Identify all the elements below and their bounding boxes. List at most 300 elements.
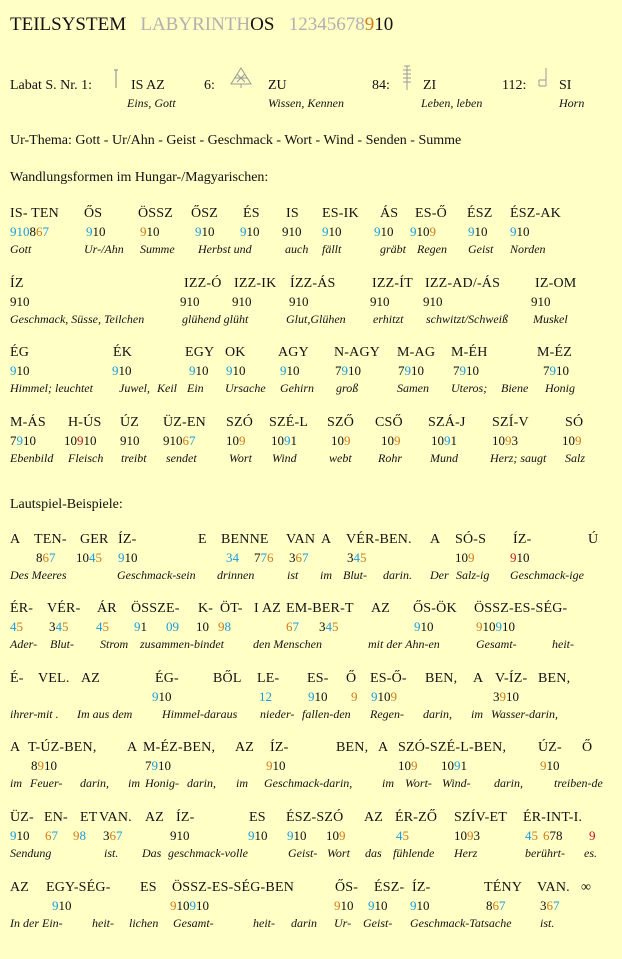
digit: 10 <box>201 224 215 239</box>
number-code <box>189 363 209 379</box>
german-gloss: im <box>10 776 22 790</box>
hungarian-word: ES-IK <box>322 206 359 221</box>
hungarian-word: Ő <box>582 740 593 755</box>
lautspiel-3-gloss-row <box>0 707 622 725</box>
digit: 9 <box>218 619 225 634</box>
digit: 9 <box>339 828 346 843</box>
number-code <box>351 689 358 705</box>
digit: 7 <box>116 828 123 843</box>
digit: 9 <box>120 433 127 448</box>
german-gloss: berührt- <box>525 846 565 860</box>
digit: 10 <box>16 828 30 843</box>
hungarian-word: ÉK <box>113 345 133 360</box>
digit: 0 <box>166 619 173 634</box>
hungarian-word: OK <box>225 345 246 360</box>
hungarian-word: SZŐ <box>327 415 355 430</box>
hungarian-word: IZ-OM <box>535 276 577 291</box>
number-code <box>319 619 339 635</box>
digit: 5 <box>16 619 23 634</box>
digit: 5 <box>102 619 109 634</box>
digit: 10 <box>286 363 300 378</box>
hungarian-word: ÚZ- <box>538 740 562 755</box>
number-code <box>118 550 138 566</box>
digit: 10 <box>376 294 390 309</box>
digit: 3 <box>347 550 354 565</box>
hungarian-word: Ú <box>588 532 599 547</box>
digit: 9 <box>189 898 196 913</box>
german-gloss: groß <box>336 381 359 395</box>
digit: 1 <box>290 433 297 448</box>
number-code <box>163 433 196 449</box>
german-gloss: glühend glüht <box>182 312 249 326</box>
hungarian-word: ET <box>80 810 98 825</box>
digit: 9 <box>344 433 351 448</box>
hungarian-word: LE- <box>257 671 280 686</box>
hungarian-word: IS <box>286 206 299 221</box>
digit: 4 <box>525 828 532 843</box>
german-gloss: heit- <box>253 916 275 930</box>
wandlung-1-gloss-row <box>0 242 622 260</box>
digit: 10 <box>411 363 424 378</box>
digit: 9 <box>52 898 59 913</box>
digit: 7 <box>42 224 49 239</box>
german-gloss: das <box>365 846 382 860</box>
german-gloss: Ur- <box>334 916 352 930</box>
digit: 9 <box>10 224 17 239</box>
digit: 9 <box>10 828 17 843</box>
number-code <box>10 363 30 379</box>
hungarian-word: CSŐ <box>375 415 403 430</box>
hungarian-word: H-ÚS <box>68 415 102 430</box>
lautspiel-5-word-row <box>0 810 622 828</box>
number-code <box>36 550 56 566</box>
hungarian-word: ∞ <box>581 880 592 895</box>
digit: 3 <box>103 828 110 843</box>
german-gloss: Geist <box>468 242 494 256</box>
labat-word-2: ZU <box>268 78 287 93</box>
labat-nr-2: 6: <box>204 78 215 93</box>
number-code <box>10 433 36 449</box>
german-gloss: darin, <box>494 776 524 790</box>
german-gloss: treibt <box>121 451 147 465</box>
hungarian-word: BEN, <box>336 740 369 755</box>
digit: 5 <box>62 619 69 634</box>
german-gloss: Honig- <box>145 776 179 790</box>
digit: 10 <box>186 294 200 309</box>
title-os: OS <box>250 14 275 35</box>
digit: 7 <box>453 363 460 378</box>
german-gloss: heit- <box>92 916 114 930</box>
digit: 10 <box>158 758 171 773</box>
hungarian-word: A <box>430 532 441 547</box>
number-code <box>476 619 515 635</box>
digit: 9 <box>289 294 296 309</box>
number-code <box>371 689 397 705</box>
digit: 10 <box>16 294 30 309</box>
digit: 10 <box>466 363 479 378</box>
hungarian-word: EGY-SÉG- <box>46 880 111 895</box>
german-gloss: Wasser-darin, <box>491 707 558 721</box>
digit: 8 <box>36 550 43 565</box>
german-gloss: Strom <box>100 637 129 651</box>
lautspiel-6-number-row <box>0 898 622 916</box>
number-code <box>49 619 69 635</box>
hungarian-word: N-AGY <box>334 345 381 360</box>
german-gloss: Norden <box>510 242 546 256</box>
wandlung-3-number-row <box>0 363 622 381</box>
lautspiel-3-word-row <box>0 671 622 689</box>
german-gloss: darin, <box>187 776 217 790</box>
digit: 9 <box>495 619 502 634</box>
number-code <box>271 433 297 449</box>
digit: 9 <box>404 363 411 378</box>
digit: 9 <box>180 294 187 309</box>
german-gloss: darin. <box>383 568 413 582</box>
number-code <box>396 828 409 844</box>
digit: 9 <box>414 619 421 634</box>
hungarian-word: ÜZ- <box>10 810 34 825</box>
number-code <box>454 828 480 844</box>
german-gloss: es. <box>584 846 597 860</box>
digit: 6 <box>543 828 550 843</box>
digit: 4 <box>232 550 239 565</box>
german-gloss: Honig <box>545 381 575 395</box>
number-code <box>195 224 215 240</box>
number-code <box>73 828 86 844</box>
wandlung-1-word-row <box>0 206 622 224</box>
number-code <box>280 363 300 379</box>
digit: 7 <box>51 828 58 843</box>
digit: 0 <box>489 619 496 634</box>
wandlung-4-word-row <box>0 415 622 433</box>
german-gloss: im <box>128 776 140 790</box>
hungarian-word: VÉR-BEN. <box>346 532 412 547</box>
german-gloss: Ur-/Ahn <box>84 242 124 256</box>
digit: 3 <box>493 689 500 704</box>
digit: 9 <box>531 294 538 309</box>
number-code <box>134 619 147 635</box>
german-gloss: Himmel-daraus <box>162 707 238 721</box>
digit: 9 <box>411 758 418 773</box>
digit: 10 <box>546 758 560 773</box>
wandlung-2-number-row <box>0 294 622 312</box>
number-code <box>414 619 434 635</box>
german-gloss: den Menschen <box>253 637 322 651</box>
labat-word-1: IS AZ <box>131 78 165 93</box>
hungarian-word: AZ <box>145 810 165 825</box>
hungarian-word: M-ÁS <box>10 415 46 430</box>
digit: 10 <box>272 758 286 773</box>
digit: 10 <box>16 224 30 239</box>
digit: 10 <box>328 224 342 239</box>
hungarian-word: A <box>127 740 138 755</box>
number-code <box>368 898 388 914</box>
digit: 10 <box>441 758 454 773</box>
digit: 9 <box>322 224 329 239</box>
german-gloss: drinnen <box>217 568 255 582</box>
digit: 10 <box>326 828 339 843</box>
german-gloss: In der Ein- <box>10 916 63 930</box>
digit: 10 <box>429 294 443 309</box>
number-code <box>10 619 23 635</box>
hungarian-word: BEN, <box>538 671 571 686</box>
digit: 9 <box>170 898 177 913</box>
german-gloss: Blut- <box>343 568 367 582</box>
digit: 1 <box>482 619 489 634</box>
german-gloss: Geist- <box>363 916 393 930</box>
hungarian-word: SZÍV-ET <box>454 810 507 825</box>
digit: 9 <box>266 758 273 773</box>
hungarian-word: M-ÉZ <box>537 345 573 360</box>
hungarian-word: IS- TEN <box>10 206 59 221</box>
digit: 8 <box>556 828 563 843</box>
number-code <box>510 224 530 240</box>
german-gloss: Blut- <box>50 637 74 651</box>
hungarian-word: VÉR- <box>47 601 81 616</box>
wandlung-4-number-row <box>0 433 622 451</box>
digit: 9 <box>248 828 255 843</box>
digit: 7 <box>302 550 309 565</box>
german-gloss: Biene <box>501 381 529 395</box>
german-gloss: Geschmack, Süsse, Teilchen <box>10 312 145 326</box>
digit: 9 <box>467 828 474 843</box>
hungarian-word: IZZ-Ó <box>184 276 222 291</box>
digit: 10 <box>380 224 394 239</box>
german-gloss: fühlende <box>393 846 435 860</box>
digit: 6 <box>42 550 49 565</box>
digit: 10 <box>537 294 551 309</box>
hungarian-word: EN- <box>44 810 68 825</box>
hungarian-word: ÍZ- <box>118 532 137 547</box>
digit: 6 <box>45 828 52 843</box>
lautspiel-2-number-row <box>0 619 622 637</box>
digit: 9 <box>410 224 417 239</box>
hungarian-word: ÍZ- <box>270 740 289 755</box>
labat-gloss-1: Eins, Gott <box>127 96 176 110</box>
digit: 7 <box>260 550 267 565</box>
hungarian-word: A <box>10 532 21 547</box>
digit: 9 <box>189 363 196 378</box>
german-gloss: Geschmack-darin, <box>264 776 353 790</box>
digit: 5 <box>332 619 339 634</box>
number-code <box>10 224 49 240</box>
number-code <box>540 758 560 774</box>
digit: 9 <box>423 294 430 309</box>
digit: 6 <box>36 224 43 239</box>
number-code <box>486 898 506 914</box>
digit: 9 <box>73 828 80 843</box>
hungarian-word: ŐS <box>84 206 103 221</box>
number-code <box>543 828 563 844</box>
number-code <box>45 828 58 844</box>
hungarian-word: ES-Ő- <box>370 671 407 686</box>
number-code <box>218 619 231 635</box>
hungarian-word: SZÉ-L <box>269 415 309 430</box>
hungarian-word: ÉSZ- <box>374 880 405 895</box>
digit: 10 <box>377 689 391 704</box>
german-gloss: auch <box>285 242 309 256</box>
labat-nr-3: 84: <box>372 78 390 93</box>
digit: 4 <box>353 550 360 565</box>
hungarian-word: VAN. <box>537 880 570 895</box>
hungarian-word: T-ÚZ-BEN, <box>28 740 97 755</box>
digit: 10 <box>348 363 361 378</box>
digit: 10 <box>454 828 467 843</box>
digit: 5 <box>360 550 367 565</box>
number-code <box>326 828 346 844</box>
number-code <box>468 224 488 240</box>
number-code <box>335 363 361 379</box>
number-code <box>266 758 286 774</box>
digit: 5 <box>95 550 102 565</box>
german-gloss: Wind <box>272 451 297 465</box>
lautspiel-5-gloss-row <box>0 846 622 864</box>
lautspiel-4-gloss-row <box>0 776 622 794</box>
hungarian-word: ÉSZ <box>467 206 493 221</box>
german-gloss: im <box>236 776 248 790</box>
number-code <box>248 828 268 844</box>
digit: 10 <box>16 363 30 378</box>
german-gloss: ist. <box>540 916 555 930</box>
hungarian-word: AZ <box>364 810 384 825</box>
digit: 7 <box>335 363 342 378</box>
hungarian-word: TEN- <box>34 532 67 547</box>
hungarian-word: A <box>378 740 389 755</box>
hungarian-word: ÉR-INT-I. <box>523 810 583 825</box>
digit: 9 <box>505 433 512 448</box>
hungarian-word: ÁS <box>380 206 399 221</box>
digit: 9 <box>37 758 44 773</box>
german-gloss: Ein <box>187 381 204 395</box>
digit: 9 <box>170 828 177 843</box>
number-code <box>120 433 140 449</box>
number-code <box>76 550 102 566</box>
german-gloss: Des Meeres <box>10 568 67 582</box>
number-code <box>455 550 475 566</box>
number-code <box>196 619 209 635</box>
number-code <box>166 619 179 635</box>
wandlung-3-word-row <box>0 345 622 363</box>
number-code <box>10 828 30 844</box>
hungarian-word: AZ <box>235 740 255 755</box>
number-code <box>370 294 390 310</box>
digit: 10 <box>556 363 569 378</box>
hungarian-word: ÉS <box>243 206 260 221</box>
number-code <box>381 433 401 449</box>
hungarian-word: ÍZ- <box>513 532 532 547</box>
digit: 4 <box>55 619 62 634</box>
hungarian-word: M-ÉH <box>451 345 488 360</box>
german-gloss: Geschmack-Tatsache <box>410 916 512 930</box>
number-code <box>398 758 418 774</box>
digit: 10 <box>562 433 575 448</box>
digit: 1 <box>140 619 147 634</box>
digit: 10 <box>254 828 268 843</box>
hungarian-word: SÓ <box>565 415 584 430</box>
hungarian-word: M-AG <box>397 345 436 360</box>
hungarian-word: ÖSSZE- <box>131 601 180 616</box>
hungarian-word: Ő <box>346 671 357 686</box>
wandlung-header: Wandlungsformen im Hungar-/Magyarischen: <box>10 170 269 185</box>
german-gloss: Gesamt- <box>173 916 214 930</box>
digit: 10 <box>502 619 515 634</box>
hungarian-word: ÖSSZ <box>138 206 174 221</box>
digit: 9 <box>459 363 466 378</box>
digit: 1 <box>460 758 467 773</box>
digit: 10 <box>398 758 411 773</box>
number-code <box>289 294 309 310</box>
lautspiel-2-word-row <box>0 601 622 619</box>
digit: 10 <box>176 828 190 843</box>
digit: 9 <box>140 224 147 239</box>
digit: 10 <box>516 224 530 239</box>
hungarian-word: VAN. <box>99 810 132 825</box>
digit: 9 <box>444 433 451 448</box>
german-gloss: Regen- <box>370 707 404 721</box>
number-code <box>152 689 172 705</box>
lautspiel-1-gloss-row <box>0 568 622 586</box>
german-gloss: Geist- <box>288 846 318 860</box>
digit: 6 <box>182 433 189 448</box>
digit: 3 <box>540 898 547 913</box>
digit: 1 <box>146 224 153 239</box>
number-code <box>423 294 443 310</box>
digit: 9 <box>151 758 158 773</box>
digit: 3 <box>226 550 233 565</box>
digit: 10 <box>331 433 344 448</box>
hungarian-word: ÉR- <box>10 601 34 616</box>
german-gloss: Glut,Glühen <box>286 312 346 326</box>
german-gloss: Wind- <box>442 776 471 790</box>
german-gloss: Gesamt- <box>476 637 517 651</box>
number-code <box>525 828 538 844</box>
title-prefix: TEILSYSTEM <box>10 14 127 35</box>
german-gloss: ist <box>287 568 299 582</box>
number-code <box>180 294 200 310</box>
digit: 9 <box>240 224 247 239</box>
german-gloss: Gott <box>10 242 32 256</box>
hungarian-word: ÉG <box>10 345 30 360</box>
number-code <box>492 433 518 449</box>
digit: 10 <box>226 433 239 448</box>
hungarian-word: ŐSZ <box>191 206 219 221</box>
hungarian-word: AGY <box>278 345 309 360</box>
number-code <box>64 433 97 449</box>
labat-label: Labat S. Nr. 1: <box>10 78 93 93</box>
digit: 9 <box>195 224 202 239</box>
german-gloss: treiben-de <box>554 776 603 790</box>
wandlung-1-number-row <box>0 224 622 242</box>
digit: 10 <box>271 433 284 448</box>
hungarian-word: GER <box>80 532 109 547</box>
german-gloss: Keil <box>157 381 177 395</box>
digit: 10 <box>124 550 138 565</box>
number-code <box>289 550 309 566</box>
digit: 10 <box>416 898 430 913</box>
german-gloss: Salz-ig <box>456 568 490 582</box>
hungarian-word: ÉG- <box>155 671 179 686</box>
number-code <box>112 363 132 379</box>
digit: 7 <box>254 550 261 565</box>
digit: 7 <box>553 898 560 913</box>
lautspiel-2-gloss-row <box>0 637 622 655</box>
digit: 9 <box>226 363 233 378</box>
lautspiel-4-number-row <box>0 758 622 776</box>
hungarian-word: VAN <box>286 532 316 547</box>
digit: 9 <box>10 294 17 309</box>
number-code <box>140 224 160 240</box>
hungarian-word: ÖT- <box>220 601 243 616</box>
